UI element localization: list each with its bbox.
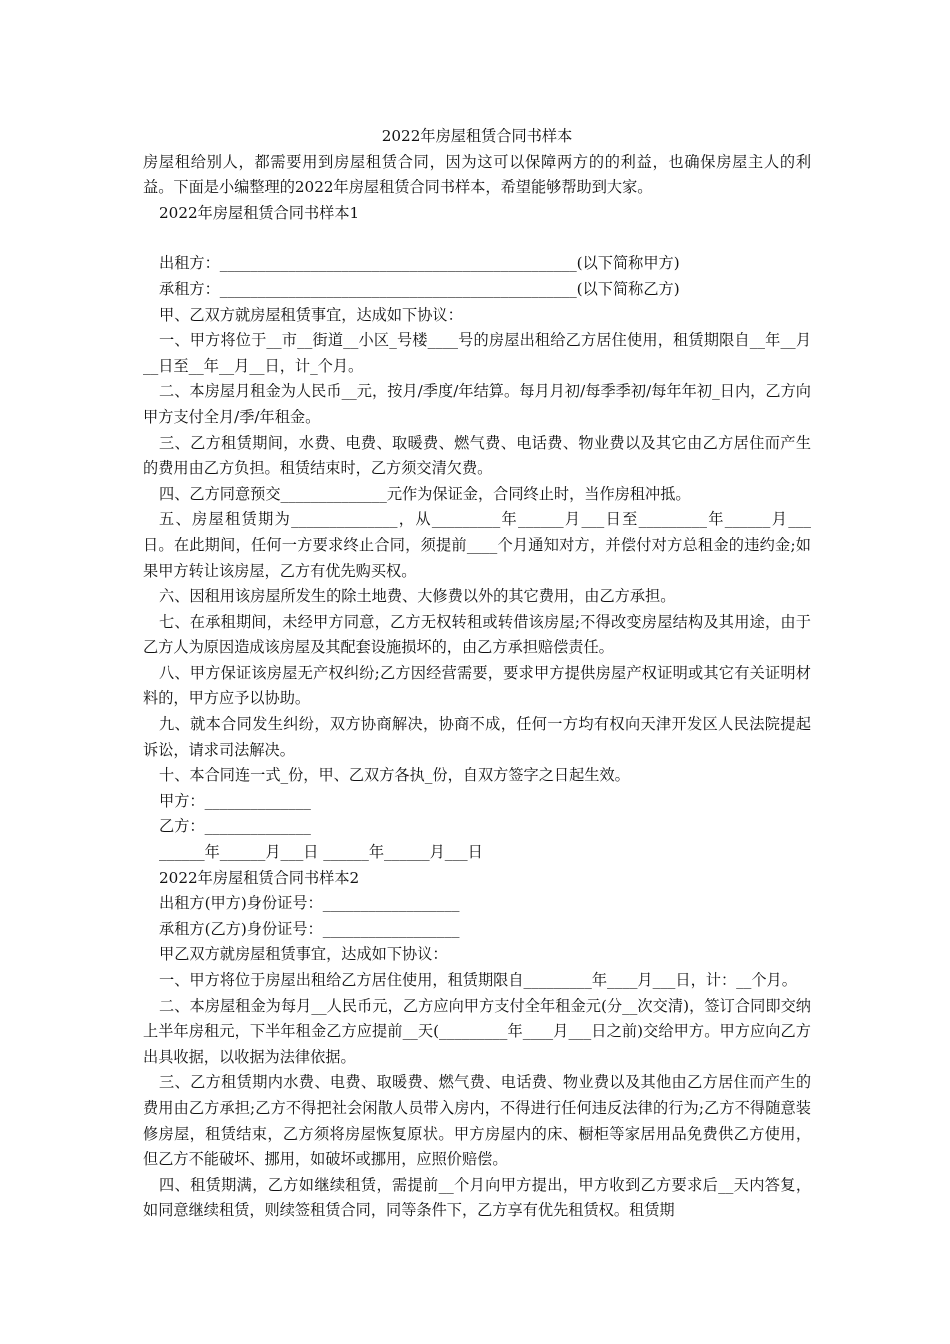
clause-9: 九、就本合同发生纠纷，双方协商解决，协商不成，任何一方均有权向天津开发区人民法院提起诉讼，请求司法解决。 bbox=[143, 715, 811, 759]
sample1-heading: 2022年房屋租赁合同书样本1 bbox=[159, 203, 360, 222]
sample2-clause-3: 三、乙方租赁期内水费、电费、取暖费、燃气费、电话费、物业费以及其他由乙方居住而产生的费用由乙方承担;乙方不得把社会闲散人员带入房内，不得进行任何违反法律的行为;乙方不得随意装修房屋，租赁结束，乙方须将房屋恢复原状。甲方房屋内的床、橱柜等家居用品免费供乙方使用，但乙方不能破坏、挪用，如破坏或挪用，应照价赔偿。 bbox=[143, 1073, 811, 1169]
sample2-clause-1: 一、甲方将位于房屋出租给乙方居住使用，租赁期限自_________年____月___日，计：__个月。 bbox=[159, 971, 797, 989]
sample2-clause-2: 二、本房屋租金为每月__人民币元，乙方应向甲方支付全年租金元(分__次交清)，签订合同即交纳上半年房租元，下半年租金乙方应提前__天(_________年____月___日之前)交给甲方。甲方应向乙方出具收据，以收据为法律依据。 bbox=[143, 996, 811, 1066]
preamble: 甲、乙双方就房屋租赁事宜，达成如下协议： bbox=[159, 305, 463, 324]
lessee-id-line: 承租方(乙方)身份证号：__________________ bbox=[159, 919, 460, 938]
clause-1: 一、甲方将位于__市__街道__小区_号楼____号的房屋出租给乙方居住使用，租赁期限自__年__月__日至__年__月__日，计_个月。 bbox=[143, 331, 811, 375]
document-title: 2022年房屋租赁合同书样本 bbox=[381, 127, 573, 145]
signature-date-line: ______年______月___日 ______年______月___日 bbox=[159, 843, 483, 862]
spacer bbox=[143, 226, 811, 251]
sample2-clause-4: 四、租赁期满，乙方如继续租赁，需提前__个月向甲方提出，甲方收到乙方要求后__天内答复，如同意继续租赁，则续签租赁合同，同等条件下，乙方享有优先租赁权。租赁期 bbox=[143, 1175, 811, 1220]
document-page bbox=[143, 124, 811, 1224]
party-a-signature: 甲方：______________ bbox=[159, 791, 311, 810]
clause-8: 八、甲方保证该房屋无产权纠纷;乙方因经营需要，要求甲方提供房屋产权证明或其它有关证明材料的，甲方应予以协助。 bbox=[143, 663, 811, 708]
clause-5: 五、房屋租赁期为______________，从_________年______月___日至_________年______月___日。在此期间，任何一方要求终止合同，须提前____个月通知对方，并偿付对方总租金的违约金;如果甲方转让该房屋，乙方有优先购买权。 bbox=[143, 510, 811, 580]
party-b-signature: 乙方：______________ bbox=[159, 817, 311, 836]
sample2-heading: 2022年房屋租赁合同书样本2 bbox=[159, 868, 360, 887]
clause-2: 二、本房屋月租金为人民币__元，按月/季度/年结算。每月月初/每季季初/每年年初_日内，乙方向甲方支付全月/季/年租金。 bbox=[143, 382, 811, 426]
sample2-preamble: 甲乙双方就房屋租赁事宜，达成如下协议： bbox=[159, 945, 448, 964]
clause-10: 十、本合同连一式_份，甲、乙双方各执_份，自双方签字之日起生效。 bbox=[159, 766, 630, 785]
lessee-line: 承租方：_______________________________________________(以下简称乙方) bbox=[159, 279, 680, 298]
clause-7: 七、在承租期间，未经甲方同意，乙方无权转租或转借该房屋;不得改变房屋结构及其用途，由于乙方人为原因造成该房屋及其配套设施损坏的，由乙方承担赔偿责任。 bbox=[143, 612, 811, 657]
clause-3: 三、乙方租赁期间，水费、电费、取暖费、燃气费、电话费、物业费以及其它由乙方居住而产生的费用由乙方负担。租赁结束时，乙方须交清欠费。 bbox=[143, 433, 811, 478]
clause-4: 四、乙方同意预交______________元作为保证金，合同终止时，当作房租冲抵。 bbox=[159, 484, 691, 503]
lessor-line: 出租方：_______________________________________________(以下简称甲方) bbox=[159, 254, 680, 273]
clause-6: 六、因租用该房屋所发生的除土地费、大修费以外的其它费用，由乙方承担。 bbox=[159, 587, 676, 606]
lessor-id-line: 出租方(甲方)身份证号：__________________ bbox=[159, 894, 460, 913]
intro-paragraph: 房屋租给别人，都需要用到房屋租赁合同，因为这可以保障两方的的利益，也确保房屋主人的利益。下面是小编整理的2022年房屋租赁合同书样本，希望能够帮助到大家。 bbox=[143, 152, 811, 197]
